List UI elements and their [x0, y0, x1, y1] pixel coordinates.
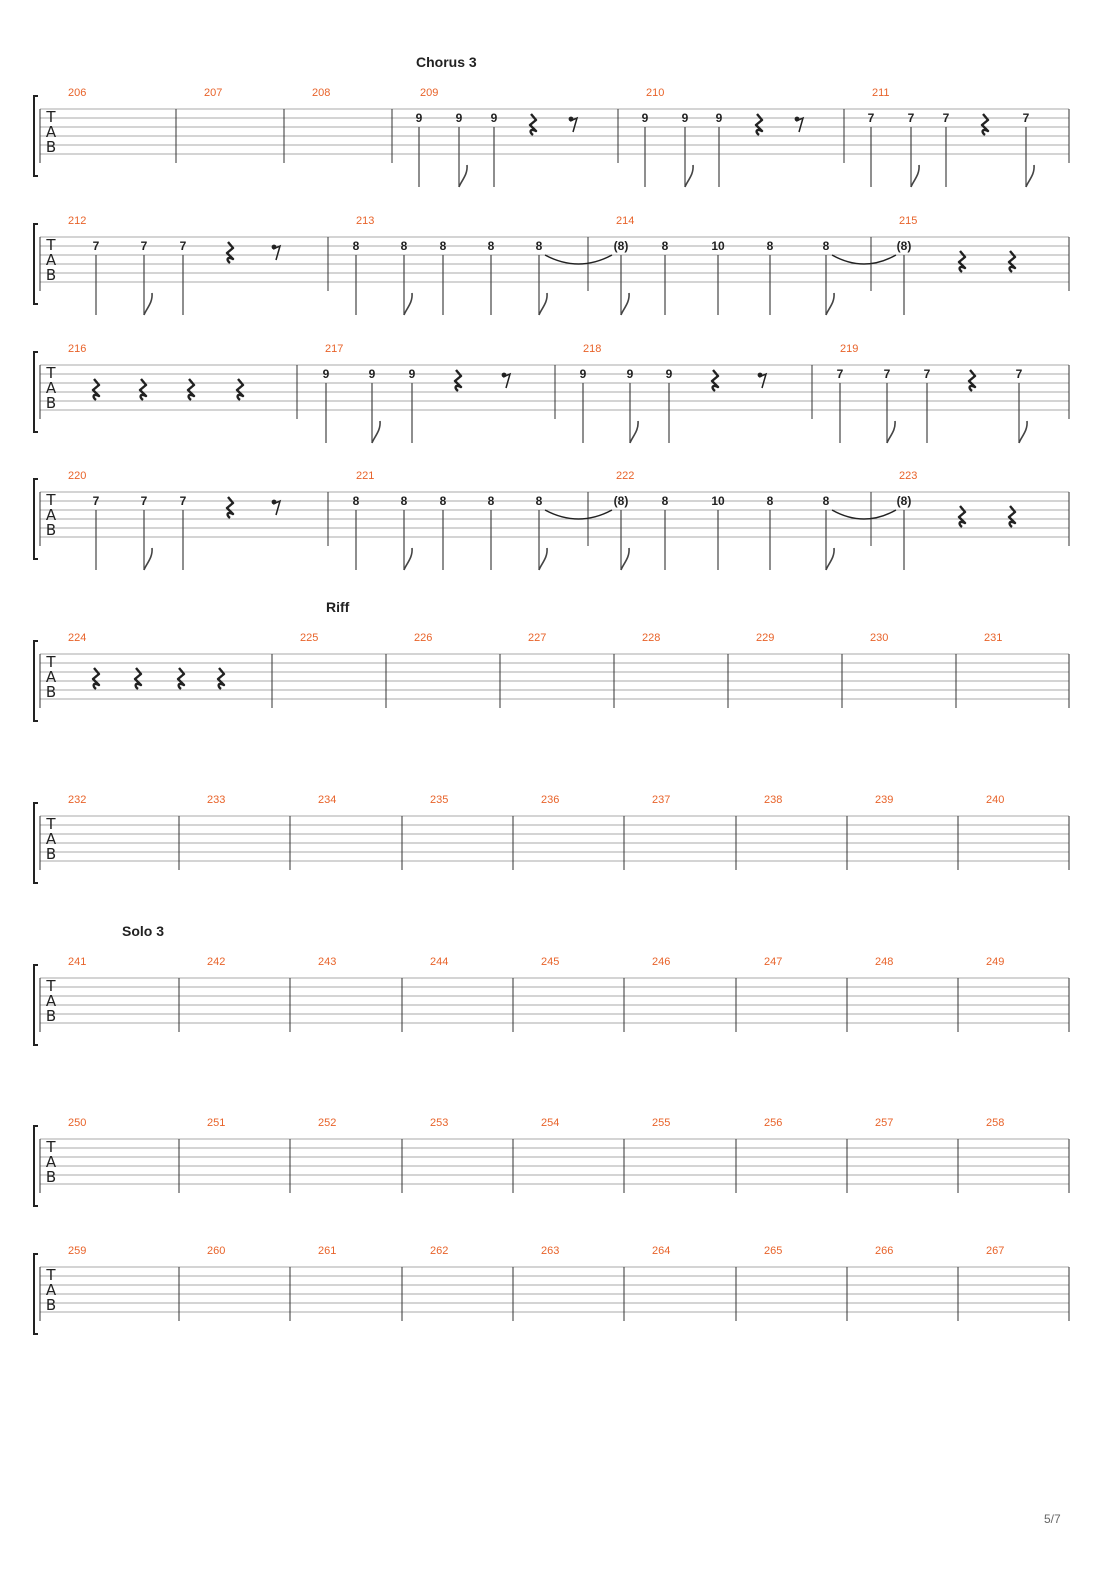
measure-number: 242 — [207, 956, 226, 968]
eighth-flag — [621, 293, 629, 315]
quarter-rest — [93, 668, 99, 689]
measure-number: 265 — [764, 1245, 783, 1257]
measure-number: 247 — [764, 956, 783, 968]
measure-number: 257 — [875, 1117, 894, 1129]
tab-clef-letter: A — [45, 251, 57, 269]
fret-number: (8) — [613, 494, 629, 508]
system-bracket — [34, 479, 38, 559]
measure-number: 207 — [204, 87, 223, 99]
measure-number: 226 — [414, 632, 433, 644]
tab-system — [34, 1117, 1069, 1206]
eighth-rest — [570, 118, 577, 132]
fret-number: 8 — [822, 494, 830, 508]
eighth-rest — [273, 501, 280, 515]
measure-number: 233 — [207, 794, 226, 806]
tab-clef-letter: T — [46, 491, 56, 509]
quarter-rest — [969, 370, 975, 391]
section-label: Solo 3 — [122, 923, 165, 939]
quarter-rest — [1009, 506, 1015, 527]
tie — [832, 510, 896, 519]
measure-number: 217 — [325, 343, 344, 355]
measure-number: 236 — [541, 794, 560, 806]
measure-number: 246 — [652, 956, 671, 968]
system-bracket — [34, 96, 38, 176]
fret-number: 8 — [766, 239, 774, 253]
measure-number: 259 — [68, 1245, 87, 1257]
fret-number: 7 — [140, 239, 148, 253]
fret-number: 9 — [681, 111, 689, 125]
measure-number: 235 — [430, 794, 449, 806]
fret-number: (8) — [896, 494, 912, 508]
tab-clef-letter: T — [46, 364, 56, 382]
measure-number: 250 — [68, 1117, 87, 1129]
fret-number: 7 — [923, 367, 931, 381]
measure-number: 225 — [300, 632, 319, 644]
fret-number: 10 — [711, 239, 725, 253]
fret-number: 9 — [408, 367, 416, 381]
fret-number: 8 — [661, 239, 669, 253]
tab-clef-letter: B — [45, 1007, 57, 1025]
measure-number: 264 — [652, 1245, 671, 1257]
tab-clef-letter: B — [45, 845, 57, 863]
fret-number: 7 — [1022, 111, 1030, 125]
tab-system — [34, 470, 1069, 559]
measure-number: 227 — [528, 632, 547, 644]
system-bracket — [34, 803, 38, 883]
measure-number: 216 — [68, 343, 87, 355]
quarter-rest — [530, 114, 536, 135]
measure-number: 220 — [68, 470, 87, 482]
system-bracket — [34, 224, 38, 304]
system-bracket — [34, 352, 38, 432]
measure-number: 239 — [875, 794, 894, 806]
fret-number: 7 — [92, 494, 100, 508]
measure-number: 214 — [616, 215, 635, 227]
tab-clef-letter: B — [45, 683, 57, 701]
measure-number: 212 — [68, 215, 87, 227]
fret-number: 8 — [766, 494, 774, 508]
eighth-flag — [372, 421, 380, 443]
fret-number: 8 — [439, 239, 447, 253]
tab-clef-letter: B — [45, 521, 57, 539]
eighth-flag — [911, 165, 919, 187]
measure-number: 206 — [68, 87, 87, 99]
eighth-flag — [1019, 421, 1027, 443]
tab-clef-letter: A — [45, 1153, 57, 1171]
system-bracket — [34, 965, 38, 1045]
fret-number: 9 — [415, 111, 423, 125]
measure-number: 230 — [870, 632, 889, 644]
fret-number: 8 — [439, 494, 447, 508]
measure-number: 261 — [318, 1245, 337, 1257]
system-bracket — [34, 641, 38, 721]
tab-clef-letter: A — [45, 1281, 57, 1299]
quarter-rest — [455, 370, 461, 391]
quarter-rest — [178, 668, 184, 689]
quarter-rest — [1009, 251, 1015, 272]
measure-number: 224 — [68, 632, 87, 644]
quarter-rest — [959, 251, 965, 272]
measure-number: 222 — [616, 470, 635, 482]
fret-number: 7 — [883, 367, 891, 381]
measure-number: 210 — [646, 87, 665, 99]
measure-number: 244 — [430, 956, 449, 968]
eighth-flag — [144, 293, 152, 315]
fret-number: 9 — [665, 367, 673, 381]
quarter-rest — [227, 242, 233, 263]
measure-number: 211 — [872, 87, 890, 99]
quarter-rest — [93, 379, 99, 400]
measure-number: 254 — [541, 1117, 560, 1129]
measure-number: 245 — [541, 956, 560, 968]
eighth-flag — [621, 548, 629, 570]
measure-number: 234 — [318, 794, 337, 806]
tab-clef-letter: T — [46, 1266, 56, 1284]
tab-clef-letter: T — [46, 815, 56, 833]
quarter-rest — [959, 506, 965, 527]
tab-system — [34, 215, 1069, 304]
eighth-flag — [826, 293, 834, 315]
eighth-flag — [404, 548, 412, 570]
system-bracket — [34, 1126, 38, 1206]
measure-number: 237 — [652, 794, 671, 806]
fret-number: 10 — [711, 494, 725, 508]
fret-number: 8 — [487, 494, 495, 508]
tab-clef-letter: A — [45, 123, 57, 141]
quarter-rest — [140, 379, 146, 400]
measure-number: 241 — [68, 956, 87, 968]
fret-number: 7 — [836, 367, 844, 381]
eighth-flag — [539, 293, 547, 315]
measure-number: 253 — [430, 1117, 449, 1129]
measure-number: 221 — [356, 470, 375, 482]
tie — [545, 255, 612, 264]
quarter-rest — [982, 114, 988, 135]
tab-system — [34, 599, 1069, 721]
quarter-rest — [227, 497, 233, 518]
measure-number: 238 — [764, 794, 783, 806]
fret-number: 9 — [715, 111, 723, 125]
section-label: Riff — [326, 599, 350, 615]
measure-number: 209 — [420, 87, 439, 99]
measure-number: 218 — [583, 343, 602, 355]
eighth-flag — [685, 165, 693, 187]
quarter-rest — [135, 668, 141, 689]
page-number: 5/7 — [1044, 1512, 1061, 1526]
measure-number: 267 — [986, 1245, 1005, 1257]
eighth-flag — [144, 548, 152, 570]
tab-clef-letter: T — [46, 236, 56, 254]
eighth-flag — [459, 165, 467, 187]
tie — [545, 510, 612, 519]
fret-number: 7 — [1015, 367, 1023, 381]
fret-number: 7 — [942, 111, 950, 125]
fret-number: 8 — [822, 239, 830, 253]
eighth-flag — [1026, 165, 1034, 187]
quarter-rest — [218, 668, 224, 689]
measure-number: 215 — [899, 215, 918, 227]
section-label: Chorus 3 — [416, 54, 477, 70]
quarter-rest — [756, 114, 762, 135]
tab-clef-letter: T — [46, 1138, 56, 1156]
eighth-flag — [539, 548, 547, 570]
measure-number: 228 — [642, 632, 661, 644]
measure-number: 266 — [875, 1245, 894, 1257]
measure-number: 252 — [318, 1117, 337, 1129]
fret-number: 9 — [490, 111, 498, 125]
measure-number: 219 — [840, 343, 859, 355]
measure-number: 231 — [984, 632, 1003, 644]
tab-clef-letter: A — [45, 992, 57, 1010]
tab-system — [34, 794, 1069, 883]
measure-number: 251 — [207, 1117, 226, 1129]
tab-clef-letter: T — [46, 653, 56, 671]
tab-clef-letter: B — [45, 266, 57, 284]
measure-number: 229 — [756, 632, 775, 644]
measure-number: 208 — [312, 87, 331, 99]
fret-number: 8 — [352, 494, 360, 508]
eighth-flag — [887, 421, 895, 443]
tab-clef-letter: A — [45, 506, 57, 524]
fret-number: 8 — [352, 239, 360, 253]
fret-number: 8 — [535, 239, 543, 253]
fret-number: 9 — [455, 111, 463, 125]
system-bracket — [34, 1254, 38, 1334]
tab-clef-letter: B — [45, 1296, 57, 1314]
fret-number: (8) — [896, 239, 912, 253]
measure-number: 249 — [986, 956, 1005, 968]
measure-number: 256 — [764, 1117, 783, 1129]
fret-number: 7 — [907, 111, 915, 125]
measure-number: 243 — [318, 956, 337, 968]
fret-number: 8 — [400, 494, 408, 508]
measure-number: 223 — [899, 470, 918, 482]
quarter-rest — [712, 370, 718, 391]
tab-clef-letter: A — [45, 668, 57, 686]
fret-number: 8 — [661, 494, 669, 508]
fret-number: (8) — [613, 239, 629, 253]
fret-number: 8 — [535, 494, 543, 508]
fret-number: 7 — [179, 239, 187, 253]
fret-number: 7 — [179, 494, 187, 508]
measure-number: 260 — [207, 1245, 226, 1257]
tab-clef-letter: B — [45, 138, 57, 156]
fret-number: 7 — [867, 111, 875, 125]
measure-number: 213 — [356, 215, 375, 227]
eighth-rest — [503, 374, 510, 388]
quarter-rest — [237, 379, 243, 400]
eighth-rest — [796, 118, 803, 132]
quarter-rest — [188, 379, 194, 400]
eighth-flag — [630, 421, 638, 443]
tie — [832, 255, 896, 264]
eighth-flag — [826, 548, 834, 570]
fret-number: 8 — [487, 239, 495, 253]
fret-number: 9 — [626, 367, 634, 381]
tab-clef-letter: A — [45, 830, 57, 848]
fret-number: 8 — [400, 239, 408, 253]
fret-number: 9 — [322, 367, 330, 381]
fret-number: 9 — [579, 367, 587, 381]
measure-number: 262 — [430, 1245, 449, 1257]
fret-number: 9 — [641, 111, 649, 125]
tab-clef-letter: T — [46, 108, 56, 126]
tab-system — [34, 1245, 1069, 1334]
eighth-rest — [273, 246, 280, 260]
eighth-flag — [404, 293, 412, 315]
eighth-rest — [759, 374, 766, 388]
fret-number: 7 — [140, 494, 148, 508]
tab-clef-letter: A — [45, 379, 57, 397]
tab-clef-letter: B — [45, 394, 57, 412]
measure-number: 255 — [652, 1117, 671, 1129]
tab-clef-letter: T — [46, 977, 56, 995]
fret-number: 7 — [92, 239, 100, 253]
measure-number: 248 — [875, 956, 894, 968]
measure-number: 263 — [541, 1245, 560, 1257]
measure-number: 258 — [986, 1117, 1005, 1129]
measure-number: 232 — [68, 794, 87, 806]
fret-number: 9 — [368, 367, 376, 381]
tab-system — [34, 923, 1069, 1045]
measure-number: 240 — [986, 794, 1005, 806]
tab-clef-letter: B — [45, 1168, 57, 1186]
